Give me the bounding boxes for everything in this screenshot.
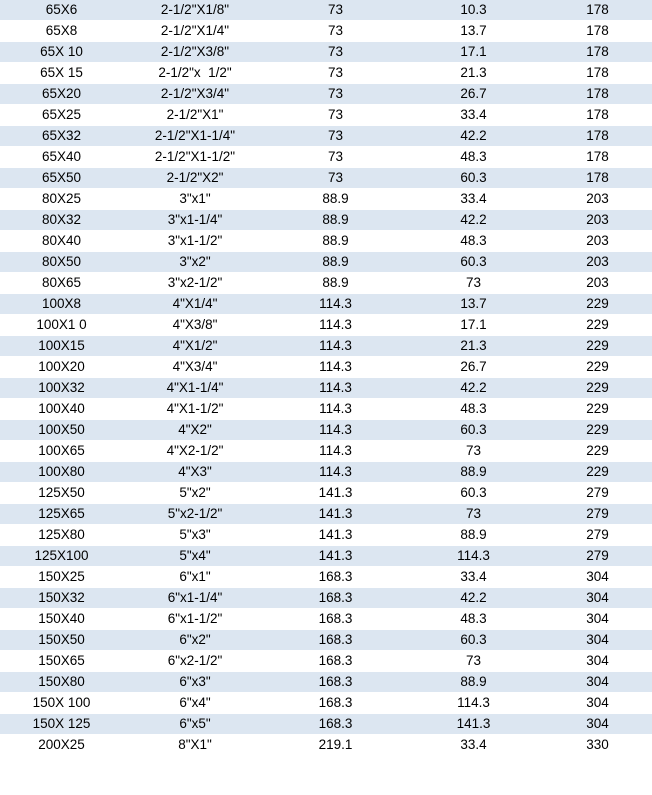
branch-diameter-cell: 17.1: [404, 42, 543, 63]
length-cell: 279: [543, 546, 652, 567]
outer-diameter-cell: 141.3: [267, 546, 404, 567]
length-cell: 178: [543, 42, 652, 63]
branch-diameter-cell: 60.3: [404, 168, 543, 189]
length-cell: 178: [543, 105, 652, 126]
inch-size-cell: 5"x4": [123, 546, 267, 567]
nominal-size-cell: 65X32: [0, 126, 123, 147]
length-cell: 304: [543, 714, 652, 735]
outer-diameter-cell: 88.9: [267, 252, 404, 273]
table-row: [0, 315, 652, 336]
outer-diameter-cell: 141.3: [267, 504, 404, 525]
inch-size-cell: 8"X1": [123, 735, 267, 756]
nominal-size-cell: 80X32: [0, 210, 123, 231]
table-row: [0, 231, 652, 252]
nominal-size-cell: 100X1 0: [0, 315, 123, 336]
nominal-size-cell: 80X40: [0, 231, 123, 252]
inch-size-cell: 6"x5": [123, 714, 267, 735]
branch-diameter-cell: 10.3: [404, 0, 543, 21]
inch-size-cell: 2-1/2"X1-1/2": [123, 147, 267, 168]
table-row: [0, 609, 652, 630]
table-row: [0, 0, 652, 21]
table-row: [0, 252, 652, 273]
length-cell: 229: [543, 378, 652, 399]
table-row: [0, 378, 652, 399]
inch-size-cell: 2-1/2"X1/4": [123, 21, 267, 42]
branch-diameter-cell: 42.2: [404, 588, 543, 609]
nominal-size-cell: 150X25: [0, 567, 123, 588]
length-cell: 178: [543, 21, 652, 42]
table-row: [0, 420, 652, 441]
nominal-size-cell: 80X25: [0, 189, 123, 210]
inch-size-cell: 5"x2": [123, 483, 267, 504]
table-row: [0, 42, 652, 63]
length-cell: 203: [543, 273, 652, 294]
outer-diameter-cell: 114.3: [267, 441, 404, 462]
branch-diameter-cell: 26.7: [404, 84, 543, 105]
inch-size-cell: 2-1/2"X1-1/4": [123, 126, 267, 147]
branch-diameter-cell: 13.7: [404, 21, 543, 42]
inch-size-cell: 2-1/2"X2": [123, 168, 267, 189]
table-row: [0, 21, 652, 42]
nominal-size-cell: 100X65: [0, 441, 123, 462]
outer-diameter-cell: 73: [267, 63, 404, 84]
nominal-size-cell: 65X40: [0, 147, 123, 168]
table-row: [0, 714, 652, 735]
table-row: [0, 147, 652, 168]
inch-size-cell: 4"X1-1/4": [123, 378, 267, 399]
outer-diameter-cell: 168.3: [267, 567, 404, 588]
branch-diameter-cell: 88.9: [404, 672, 543, 693]
nominal-size-cell: 65X50: [0, 168, 123, 189]
length-cell: 304: [543, 567, 652, 588]
length-cell: 279: [543, 483, 652, 504]
branch-diameter-cell: 26.7: [404, 357, 543, 378]
table-row: [0, 126, 652, 147]
length-cell: 304: [543, 588, 652, 609]
length-cell: 304: [543, 630, 652, 651]
branch-diameter-cell: 73: [404, 651, 543, 672]
branch-diameter-cell: 13.7: [404, 294, 543, 315]
outer-diameter-cell: 168.3: [267, 651, 404, 672]
inch-size-cell: 6"x1-1/4": [123, 588, 267, 609]
outer-diameter-cell: 73: [267, 21, 404, 42]
inch-size-cell: 2-1/2"X3/4": [123, 84, 267, 105]
outer-diameter-cell: 88.9: [267, 210, 404, 231]
nominal-size-cell: 100X15: [0, 336, 123, 357]
outer-diameter-cell: 73: [267, 147, 404, 168]
table-row: [0, 399, 652, 420]
branch-diameter-cell: 33.4: [404, 567, 543, 588]
table-row: [0, 168, 652, 189]
inch-size-cell: 6"x3": [123, 672, 267, 693]
table-row: [0, 336, 652, 357]
table-row: [0, 105, 652, 126]
branch-diameter-cell: 48.3: [404, 231, 543, 252]
table-row: [0, 693, 652, 714]
branch-diameter-cell: 17.1: [404, 315, 543, 336]
table-row: [0, 273, 652, 294]
inch-size-cell: 4"X2": [123, 420, 267, 441]
inch-size-cell: 4"X3": [123, 462, 267, 483]
outer-diameter-cell: 141.3: [267, 483, 404, 504]
table-row: [0, 189, 652, 210]
branch-diameter-cell: 60.3: [404, 420, 543, 441]
length-cell: 203: [543, 189, 652, 210]
nominal-size-cell: 200X25: [0, 735, 123, 756]
inch-size-cell: 2-1/2"x 1/2": [123, 63, 267, 84]
table-row: [0, 735, 652, 756]
inch-size-cell: 6"x1": [123, 567, 267, 588]
inch-size-cell: 4"X1/2": [123, 336, 267, 357]
branch-diameter-cell: 48.3: [404, 147, 543, 168]
table-row: [0, 294, 652, 315]
nominal-size-cell: 65X25: [0, 105, 123, 126]
branch-diameter-cell: 60.3: [404, 630, 543, 651]
branch-diameter-cell: 48.3: [404, 399, 543, 420]
nominal-size-cell: 125X50: [0, 483, 123, 504]
nominal-size-cell: 150X65: [0, 651, 123, 672]
inch-size-cell: 4"X3/4": [123, 357, 267, 378]
length-cell: 178: [543, 63, 652, 84]
length-cell: 178: [543, 84, 652, 105]
branch-diameter-cell: 60.3: [404, 483, 543, 504]
branch-diameter-cell: 73: [404, 273, 543, 294]
outer-diameter-cell: 73: [267, 105, 404, 126]
inch-size-cell: 6"x4": [123, 693, 267, 714]
branch-diameter-cell: 88.9: [404, 462, 543, 483]
length-cell: 229: [543, 336, 652, 357]
length-cell: 229: [543, 294, 652, 315]
length-cell: 203: [543, 252, 652, 273]
outer-diameter-cell: 114.3: [267, 357, 404, 378]
outer-diameter-cell: 141.3: [267, 525, 404, 546]
branch-diameter-cell: 73: [404, 504, 543, 525]
outer-diameter-cell: 219.1: [267, 735, 404, 756]
nominal-size-cell: 80X50: [0, 252, 123, 273]
nominal-size-cell: 150X 125: [0, 714, 123, 735]
branch-diameter-cell: 21.3: [404, 63, 543, 84]
outer-diameter-cell: 73: [267, 84, 404, 105]
branch-diameter-cell: 114.3: [404, 693, 543, 714]
outer-diameter-cell: 168.3: [267, 609, 404, 630]
nominal-size-cell: 125X65: [0, 504, 123, 525]
nominal-size-cell: 100X8: [0, 294, 123, 315]
branch-diameter-cell: 42.2: [404, 210, 543, 231]
length-cell: 229: [543, 420, 652, 441]
branch-diameter-cell: 60.3: [404, 252, 543, 273]
branch-diameter-cell: 42.2: [404, 378, 543, 399]
outer-diameter-cell: 114.3: [267, 336, 404, 357]
table-row: [0, 651, 652, 672]
length-cell: 304: [543, 609, 652, 630]
inch-size-cell: 4"X2-1/2": [123, 441, 267, 462]
nominal-size-cell: 150X40: [0, 609, 123, 630]
table-row: [0, 210, 652, 231]
length-cell: 279: [543, 525, 652, 546]
nominal-size-cell: 100X40: [0, 399, 123, 420]
inch-size-cell: 2-1/2"X1/8": [123, 0, 267, 21]
table-row: [0, 588, 652, 609]
inch-size-cell: 3"x2": [123, 252, 267, 273]
table-row: [0, 357, 652, 378]
table-row: [0, 672, 652, 693]
branch-diameter-cell: 88.9: [404, 525, 543, 546]
inch-size-cell: 6"x2-1/2": [123, 651, 267, 672]
length-cell: 279: [543, 504, 652, 525]
branch-diameter-cell: 114.3: [404, 546, 543, 567]
inch-size-cell: 4"X1/4": [123, 294, 267, 315]
outer-diameter-cell: 168.3: [267, 630, 404, 651]
branch-diameter-cell: 33.4: [404, 189, 543, 210]
outer-diameter-cell: 114.3: [267, 462, 404, 483]
outer-diameter-cell: 114.3: [267, 294, 404, 315]
branch-diameter-cell: 48.3: [404, 609, 543, 630]
branch-diameter-cell: 42.2: [404, 126, 543, 147]
length-cell: 229: [543, 441, 652, 462]
nominal-size-cell: 65X 10: [0, 42, 123, 63]
length-cell: 330: [543, 735, 652, 756]
outer-diameter-cell: 73: [267, 168, 404, 189]
length-cell: 229: [543, 357, 652, 378]
length-cell: 304: [543, 651, 652, 672]
length-cell: 229: [543, 462, 652, 483]
inch-size-cell: 2-1/2"X3/8": [123, 42, 267, 63]
nominal-size-cell: 150X32: [0, 588, 123, 609]
outer-diameter-cell: 88.9: [267, 189, 404, 210]
outer-diameter-cell: 168.3: [267, 714, 404, 735]
branch-diameter-cell: 33.4: [404, 105, 543, 126]
nominal-size-cell: 80X65: [0, 273, 123, 294]
nominal-size-cell: 125X100: [0, 546, 123, 567]
table-row: [0, 504, 652, 525]
branch-diameter-cell: 141.3: [404, 714, 543, 735]
length-cell: 203: [543, 231, 652, 252]
nominal-size-cell: 100X32: [0, 378, 123, 399]
length-cell: 178: [543, 0, 652, 21]
nominal-size-cell: 65X20: [0, 84, 123, 105]
inch-size-cell: 3"x1-1/2": [123, 231, 267, 252]
inch-size-cell: 5"x3": [123, 525, 267, 546]
outer-diameter-cell: 168.3: [267, 588, 404, 609]
nominal-size-cell: 100X50: [0, 420, 123, 441]
nominal-size-cell: 100X80: [0, 462, 123, 483]
outer-diameter-cell: 88.9: [267, 231, 404, 252]
inch-size-cell: 3"x1-1/4": [123, 210, 267, 231]
length-cell: 304: [543, 672, 652, 693]
inch-size-cell: 3"x2-1/2": [123, 273, 267, 294]
table-row: [0, 63, 652, 84]
length-cell: 304: [543, 693, 652, 714]
outer-diameter-cell: 73: [267, 126, 404, 147]
nominal-size-cell: 100X20: [0, 357, 123, 378]
inch-size-cell: 2-1/2"X1": [123, 105, 267, 126]
outer-diameter-cell: 114.3: [267, 378, 404, 399]
table-row: [0, 483, 652, 504]
table-row: [0, 84, 652, 105]
length-cell: 229: [543, 315, 652, 336]
outer-diameter-cell: 114.3: [267, 315, 404, 336]
nominal-size-cell: 150X 100: [0, 693, 123, 714]
branch-diameter-cell: 21.3: [404, 336, 543, 357]
table-row: [0, 567, 652, 588]
length-cell: 229: [543, 399, 652, 420]
nominal-size-cell: 150X50: [0, 630, 123, 651]
outer-diameter-cell: 88.9: [267, 273, 404, 294]
outer-diameter-cell: 168.3: [267, 693, 404, 714]
length-cell: 178: [543, 168, 652, 189]
inch-size-cell: 5"x2-1/2": [123, 504, 267, 525]
outer-diameter-cell: 73: [267, 42, 404, 63]
table-row: [0, 525, 652, 546]
table-row: [0, 630, 652, 651]
inch-size-cell: 3"x1": [123, 189, 267, 210]
table-row: [0, 462, 652, 483]
inch-size-cell: 6"x1-1/2": [123, 609, 267, 630]
inch-size-cell: 4"X3/8": [123, 315, 267, 336]
length-cell: 178: [543, 126, 652, 147]
nominal-size-cell: 65X8: [0, 21, 123, 42]
outer-diameter-cell: 114.3: [267, 420, 404, 441]
nominal-size-cell: 65X 15: [0, 63, 123, 84]
length-cell: 178: [543, 147, 652, 168]
outer-diameter-cell: 114.3: [267, 399, 404, 420]
table-row: [0, 441, 652, 462]
outer-diameter-cell: 73: [267, 0, 404, 21]
inch-size-cell: 6"x2": [123, 630, 267, 651]
branch-diameter-cell: 73: [404, 441, 543, 462]
inch-size-cell: 4"X1-1/2": [123, 399, 267, 420]
table-row: [0, 546, 652, 567]
outer-diameter-cell: 168.3: [267, 672, 404, 693]
nominal-size-cell: 150X80: [0, 672, 123, 693]
nominal-size-cell: 125X80: [0, 525, 123, 546]
length-cell: 203: [543, 210, 652, 231]
branch-diameter-cell: 33.4: [404, 735, 543, 756]
nominal-size-cell: 65X6: [0, 0, 123, 21]
